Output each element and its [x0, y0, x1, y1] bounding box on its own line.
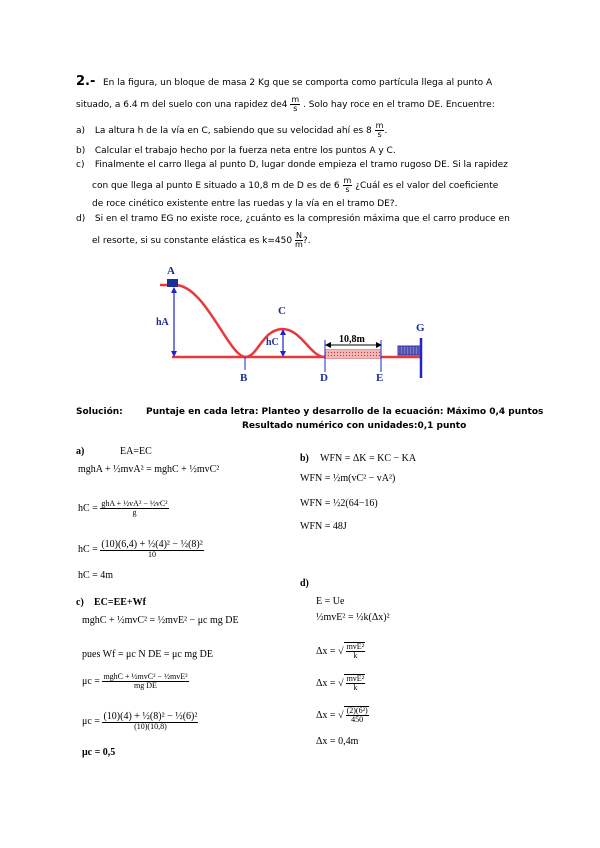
item-c-text-1: Finalmente el carro llega al punto D, lugar donde empieza el tramo rugoso DE. Si la rapidez: [94, 160, 508, 170]
sol-d-eq0: E = Ue: [316, 596, 345, 607]
problem-number: 2.-: [76, 74, 96, 89]
item-c-label: c): [76, 160, 85, 170]
sol-c-pues: pues Wf = μc N DE = μc mg DE: [82, 649, 213, 660]
item-b-label: b): [76, 146, 86, 156]
item-a: a) La altura h de la vía en C, sabiendo que su velocidad ahí es 8 $\frac{m}{s}$ .: [76, 121, 388, 139]
item-c-text-2: con que llega al punto E situado a 10,8 m de D es de 6: [92, 181, 340, 191]
item-c-line-3: de roce cinético existente entre las ruedas y la vía en el tramo DE?.: [92, 199, 398, 209]
sol-c-eq4: μc = 0,5: [82, 747, 116, 758]
item-d-line-2: el resorte, si su constante elástica es k=450 $\frac{N}{m}$ ?.: [92, 231, 311, 249]
sol-b-eq3: WFN = ½2(64−16): [300, 498, 378, 509]
block: [167, 279, 178, 287]
sol-d-eq1: ½mvE² = ½k(Δx)²: [316, 612, 390, 623]
scoring-line-2: Resultado numérico con unidades:0,1 punto: [242, 421, 467, 431]
item-a-label: a): [76, 126, 86, 136]
item-a-unit: $\frac{m}{s}$: [375, 121, 384, 139]
problem-line-2-text: situado, a 6.4 m del suelo con una rapidez de4: [76, 100, 288, 110]
sol-c-eq0: EC=EE+Wf: [94, 597, 146, 608]
solution-title: Solución:: [76, 407, 123, 417]
label-a: A: [167, 265, 175, 277]
sol-d-eq4: Δx = √ $\frac{\text{(2)(6²)}}{450}$: [316, 706, 368, 724]
track-curve: [160, 285, 325, 357]
item-d-text-2: el resorte, si su constante elástica es k=450: [92, 236, 293, 246]
sol-a-eq4: hC = 4m: [78, 570, 114, 581]
item-c-unit: $\frac{m}{s}$: [343, 176, 352, 194]
speed-unit-fraction: $\frac{m}{s}$: [291, 95, 300, 113]
label-b: B: [240, 372, 248, 384]
sol-c-eq1: mghC + ½mvC² = ½mvE² − μc mg DE: [82, 615, 239, 626]
label-hc: hC: [266, 337, 279, 348]
sol-b-eq1: WFN = ΔK = KC − KA: [320, 453, 417, 464]
sol-d-eq5: Δx = 0,4m: [316, 736, 359, 747]
sol-b-label: b): [300, 453, 309, 464]
sol-b-eq2: WFN = ½m(vC² − vA²): [300, 473, 396, 484]
sol-a-label: a): [76, 446, 85, 457]
item-d-label: d): [76, 214, 86, 224]
item-d-unit: $\frac{N}{m}$: [295, 231, 303, 249]
problem-line-2-end: . Solo hay roce en el tramo DE. Encuentre:: [303, 100, 495, 110]
scoring-line-1: Puntaje en cada letra: Planteo y desarrollo de la ecuación: Máximo 0,4 puntos: [146, 407, 544, 417]
item-d-text-1: Si en el tramo EG no existe roce, ¿cuánto es la compresión máxima que el carro produce en: [94, 214, 510, 224]
sol-a-eq2: hC = $\frac{\text{ghA + ½vA² − ½vC²}}{g}$: [78, 499, 168, 517]
sol-a-eq0: EA=EC: [120, 446, 152, 457]
sol-b-eq4: WFN = 48J: [300, 521, 347, 532]
label-g: G: [416, 322, 425, 334]
item-c-text-2-end: ¿Cuál es el valor del coeficiente: [355, 181, 499, 191]
item-b-text: Calcular el trabajo hecho por la fuerza neta entre los puntos A y C.: [94, 146, 396, 156]
label-distance: 10,8m: [339, 334, 365, 345]
label-ha: hA: [156, 317, 169, 328]
sol-d-label: d): [300, 578, 309, 589]
sol-c-eq2: μc = $\frac{\text{mghC + ½mvC² − ½mvE²}}{\text{mg DE}}$: [82, 672, 188, 690]
problem-line-1: En la figura, un bloque de masa 2 Kg que se comporta como partícula llega al punto A: [103, 78, 493, 88]
label-d: D: [320, 372, 328, 384]
sol-a-eq3: hC = $\frac{\text{(10)(6,4) + ½(4)² − ½(8)²}}{10}$: [78, 539, 203, 559]
sol-a-eq1: mghA + ½mvA² = mghC + ½mvC²: [78, 464, 220, 475]
sol-d-eq2: Δx = √ $\frac{\text{mvE²}}{k}$: [316, 642, 365, 660]
label-e: E: [376, 372, 384, 384]
sol-c-eq3: μc = $\frac{\text{(10)(4) + ½(8)² − ½(6)²}}{(10)(10,8)}$: [82, 711, 198, 731]
item-a-text: La altura h de la vía en C, sabiendo que su velocidad ahí es 8: [94, 126, 372, 136]
sol-d-eq3: Δx = √ $\frac{\text{mvE²}}{k}$: [316, 674, 365, 692]
label-c: C: [278, 305, 286, 317]
sol-c-label: c): [76, 597, 84, 608]
